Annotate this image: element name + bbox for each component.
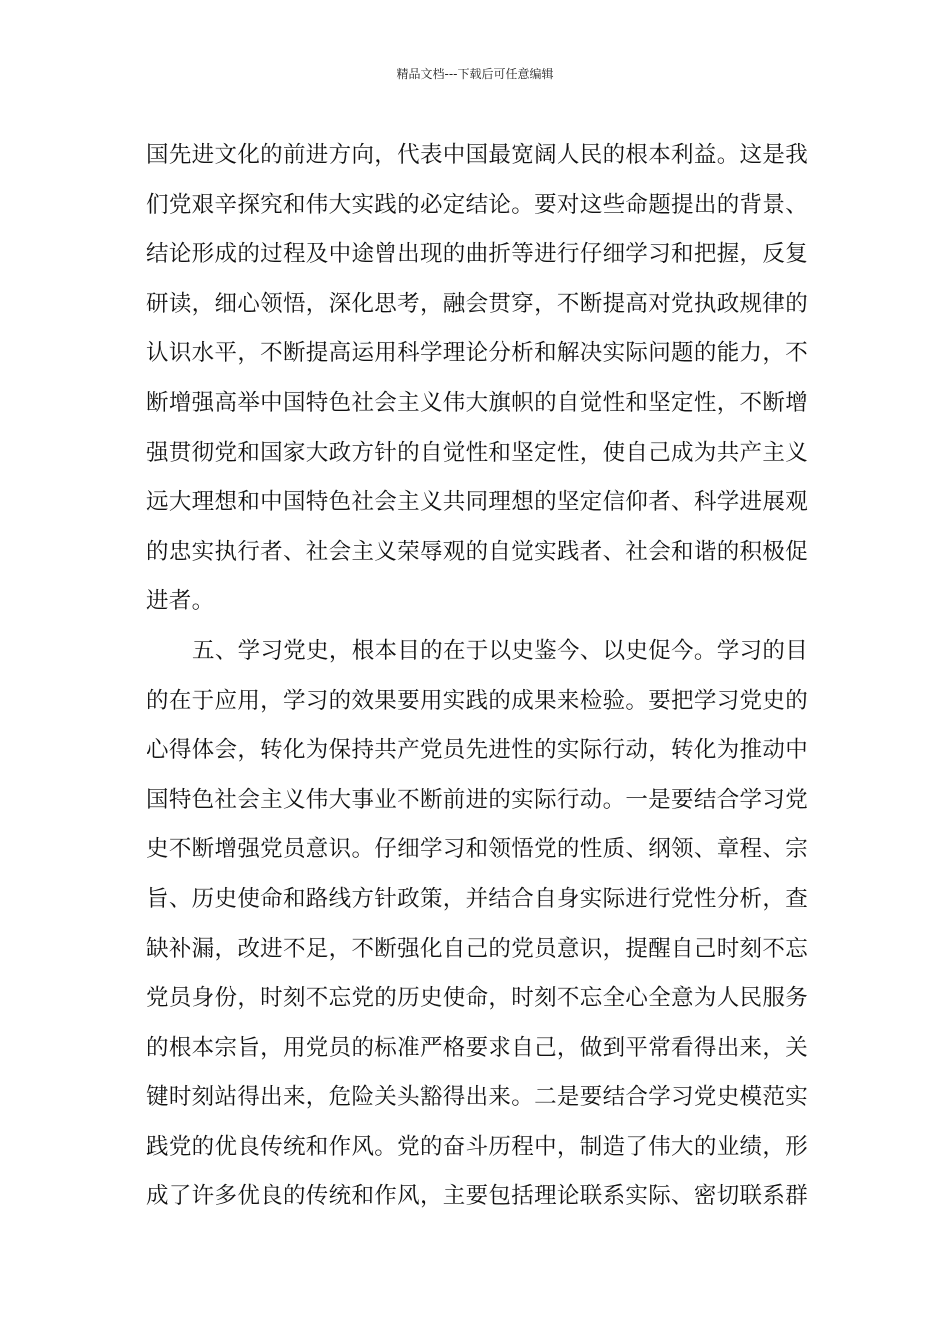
text-line: 国特色社会主义伟大事业不断前进的实际行动。一是要结合学习党 [146, 786, 808, 813]
text-line: 进者。 [146, 588, 215, 615]
text-line: 结论形成的过程及中途曾出现的曲折等进行仔细学习和把握，反复 [146, 241, 808, 268]
text-line: 键时刻站得出来，危险关头豁得出来。二是要结合学习党史模范实 [146, 1084, 808, 1111]
text-line: 国先进文化的前进方向，代表中国最宽阔人民的根本利益。这是我 [146, 142, 808, 168]
text-line: 强贯彻党和国家大政方针的自觉性和坚定性，使自己成为共产主义 [146, 439, 808, 466]
document-body [146, 131, 808, 1222]
text-line: 的忠实执行者、社会主义荣辱观的自觉实践者、社会和谐的积极促 [146, 538, 808, 565]
text-line: 的根本宗旨，用党员的标准严格要求自己，做到平常看得出来，关 [146, 1034, 808, 1061]
text-line: 史不断增强党员意识。仔细学习和领悟党的性质、纲领、章程、宗 [146, 836, 808, 863]
text-line: 旨、历史使命和路线方针政策，并结合自身实际进行党性分析，查 [146, 885, 808, 912]
paragraph-1 [146, 131, 808, 627]
text-line: 五、学习党史，根本目的在于以史鉴今、以史促今。学习的目 [192, 637, 808, 664]
text-line: 的在于应用，学习的效果要用实践的成果来检验。要把学习党史的 [146, 687, 808, 714]
text-line: 践党的优良传统和作风。党的奋斗历程中，制造了伟大的业绩，形 [146, 1133, 808, 1160]
paragraph-2 [146, 627, 808, 1222]
text-line: 认识水平，不断提高运用科学理论分析和解决实际问题的能力，不 [146, 340, 808, 367]
text-line: 党员身份，时刻不忘党的历史使命，时刻不忘全心全意为人民服务 [146, 985, 808, 1012]
text-line: 断增强高举中国特色社会主义伟大旗帜的自觉性和坚定性，不断增 [146, 389, 808, 416]
text-line: 成了许多优良的传统和作风，主要包括理论联系实际、密切联系群 [146, 1183, 808, 1210]
text-line: 远大理想和中国特色社会主义共同理想的坚定信仰者、科学进展观 [146, 489, 808, 516]
text-line: 研读，细心领悟，深化思考，融会贯穿，不断提高对党执政规律的 [146, 290, 808, 317]
text-line: 心得体会，转化为保持共产党员先进性的实际行动，转化为推动中 [146, 737, 808, 764]
page-header: 精品文档---下载后可任意编辑 [396, 67, 554, 81]
text-line: 们党艰辛探究和伟大实践的必定结论。要对这些命题提出的背景、 [146, 191, 808, 218]
text-line: 缺补漏，改进不足，不断强化自己的党员意识，提醒自己时刻不忘 [146, 935, 808, 962]
